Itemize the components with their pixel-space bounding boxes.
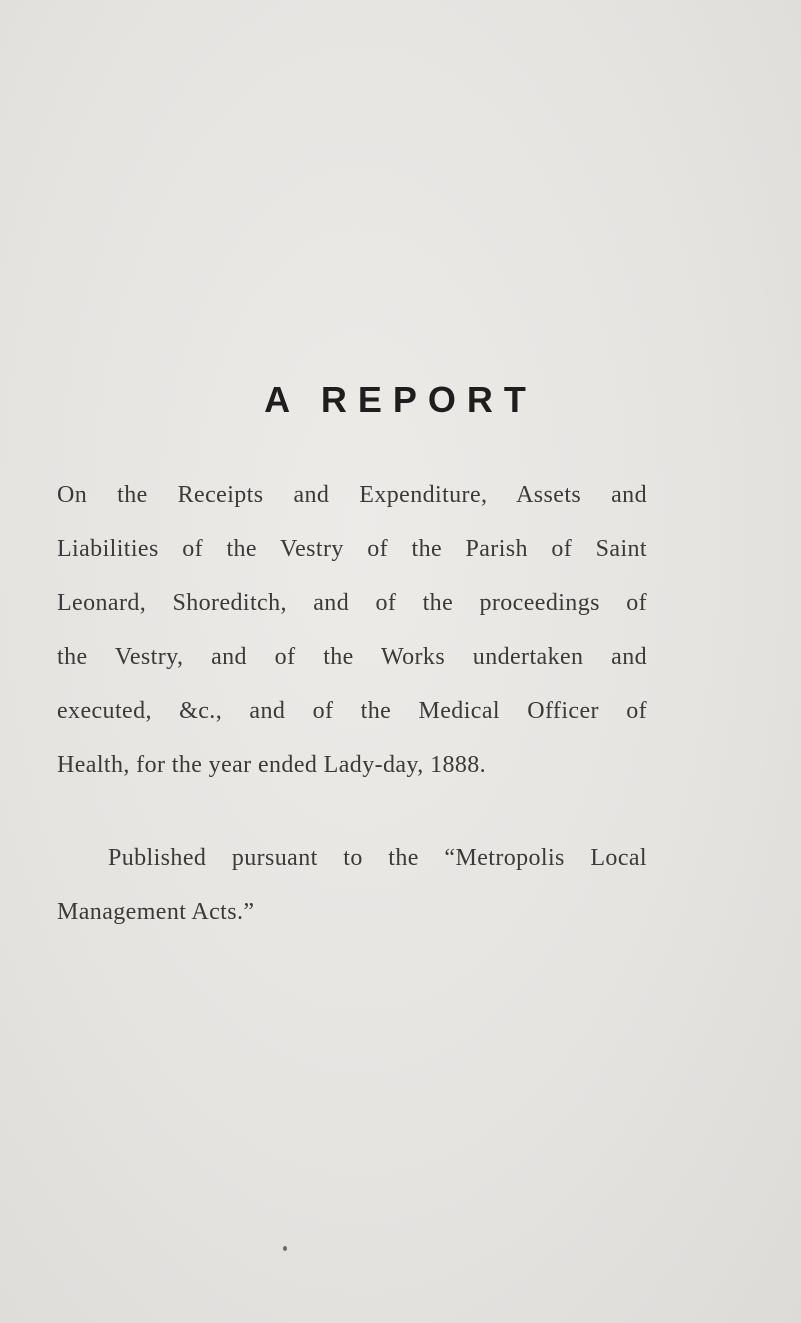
publication-note-paragraph [57,831,647,939]
description-line: Liabilities of the Vestry of the Parish of Saint [57,536,647,562]
description-line: the Vestry, and of the Works undertaken and [57,644,647,670]
description-line: On the Receipts and Expenditure, Assets and [57,482,647,508]
paper-speck [283,1246,287,1251]
report-description-paragraph [57,468,647,792]
description-line: Health, for the year ended Lady-day, 1888. [57,752,487,778]
publication-note-line: Management Acts.” [57,899,255,925]
description-line: executed, &c., and of the Medical Officer of [57,698,647,724]
description-line: Leonard, Shoreditch, and of the proceedings of [57,590,647,616]
publication-note-line: Published pursuant to the “Metropolis Local [108,845,647,871]
report-title: A REPORT [264,379,537,420]
